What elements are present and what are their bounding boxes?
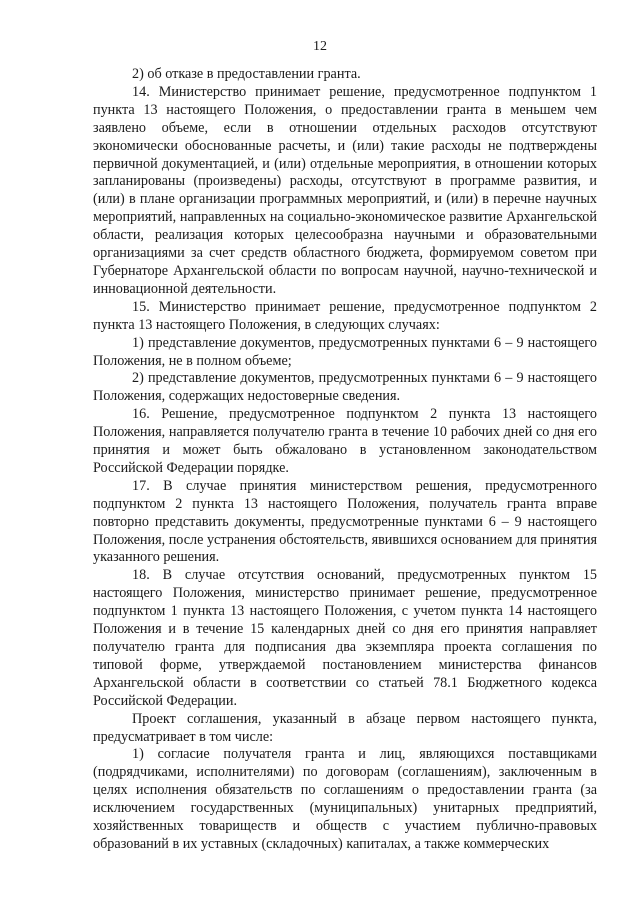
paragraph: Проект соглашения, указанный в абзаце первом настоящего пункта, предусматривает в том числе:: [93, 710, 597, 745]
paragraph: 18. В случае отсутствия оснований, предусмотренных пунктом 15 настоящего Положения, министерство принимает решение, предусмотренное подпунктом 1 пункта 13 настоящего Положения, с учетом пункта 14 настоящего Положения и в течение 15 календарных дней со дня его принятия направляет получателю гранта для подписания два экземпляра проекта соглашения по типовой форме, утверждаемой постановлением министерства финансов Архангельской области в соответствии со статьей 78.1 Бюджетного кодекса Российской Федерации.: [93, 567, 597, 709]
paragraph: 2) об отказе в предоставлении гранта.: [132, 66, 361, 82]
paragraph: 15. Министерство принимает решение, предусмотренное подпунктом 2 пункта 13 настоящего Положения, в следующих случаях:: [93, 298, 597, 333]
paragraph: 1) согласие получателя гранта и лиц, являющихся поставщиками (подрядчиками, исполнителями) по договорам (соглашениям), заключенным в целях исполнения обязательств по соглашениям о предоставлении гранта (за исключением государственных (муниципальных) унитарных предприятий, хозяйственных товариществ и обществ с участием публично-правовых образований в их уставных (складочных) капиталах, а также коммерческих: [93, 746, 597, 852]
page-number: 12: [313, 39, 327, 54]
paragraph: 14. Министерство принимает решение, предусмотренное подпунктом 1 пункта 13 настоящего Положения, о предоставлении гранта в меньшем чем заявлено объеме, если в отношении отдельных расходов отсутствуют экономически обоснованные расчеты, и (или) такие расходы не подтверждены первичной документацией, и (или) отдельные мероприятия, в отношении которых запланированы (произведены) расходы, отсутствуют в программе развития, и (или) в плане организации программных мероприятий, и (или) в перечне научных мероприятий, направленных на социально-экономическое развитие Архангельской области, реализация которых целесообразна научными и образовательными организациями за счет средств областного бюджета, формируемом советом при Губернаторе Архангельской области по вопросам научной, научно-технической и инновационной деятельности.: [93, 83, 597, 297]
paragraph: 16. Решение, предусмотренное подпунктом 2 пункта 13 настоящего Положения, направляется получателю гранта в течение 10 рабочих дней со дня его принятия и может быть обжаловано в установленном законодательством Российской Федерации порядке.: [93, 406, 597, 476]
paragraph: 1) представление документов, предусмотренных пунктами 6 – 9 настоящего Положения, не в полном объеме;: [93, 334, 597, 369]
paragraph: 2) представление документов, предусмотренных пунктами 6 – 9 настоящего Положения, содержащих недостоверные сведения.: [93, 370, 597, 405]
document-body: [93, 66, 597, 854]
paragraph: 17. В случае принятия министерством решения, предусмотренного подпунктом 2 пункта 13 настоящего Положения, получатель гранта вправе повторно представить документы, предусмотренные пунктами 6 – 9 настоящего Положения, после устранения обстоятельств, явившихся основанием для принятия указанного решения.: [93, 477, 597, 566]
